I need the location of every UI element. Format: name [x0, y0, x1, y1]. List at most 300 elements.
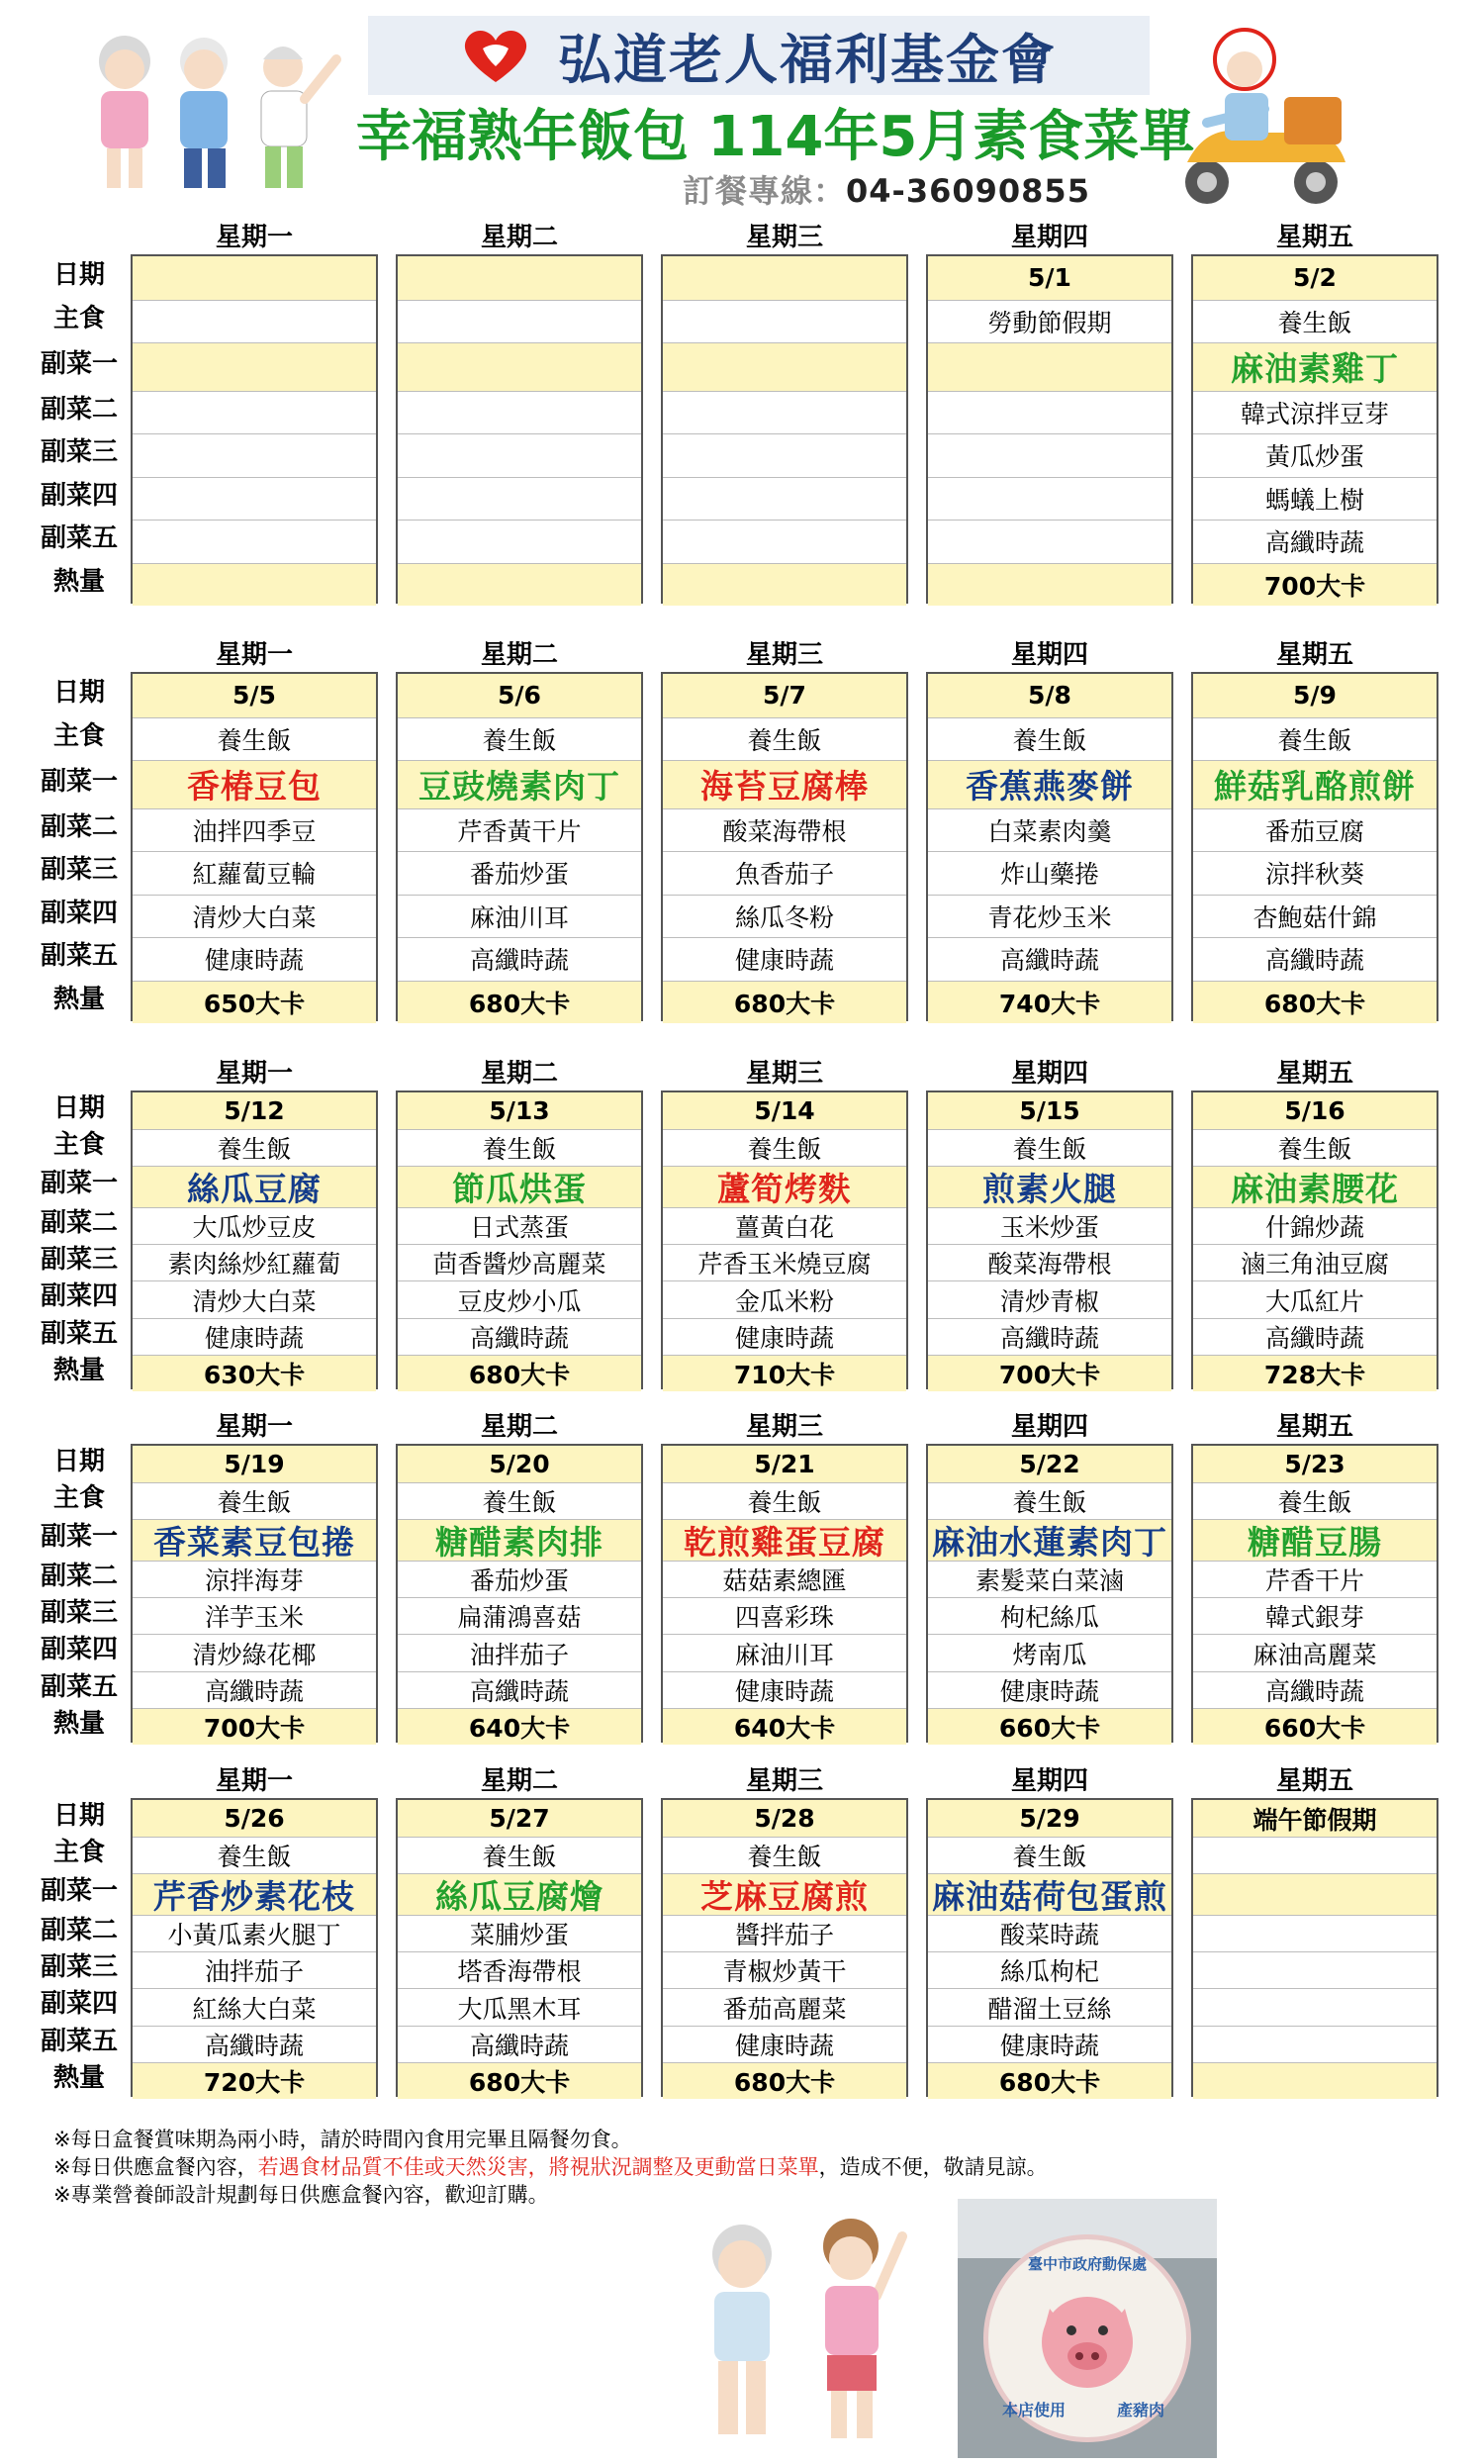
calorie-cell [133, 563, 376, 607]
dish-cell: 高纖時蔬 [398, 1318, 641, 1355]
date-cell: 5/28 [663, 1800, 906, 1837]
calorie-cell: 650大卡 [133, 981, 376, 1024]
featured-dish-cell [1193, 1873, 1437, 1915]
weekday-header: 星期一 [215, 1059, 293, 1089]
row-label: 日期 [52, 1801, 105, 1831]
date-cell [663, 256, 906, 300]
dish-cell: 高纖時蔬 [1193, 937, 1437, 981]
elderly-couple-illustration [683, 2207, 920, 2454]
featured-dish-cell [398, 342, 641, 391]
dish-cell [663, 300, 906, 343]
organization-name: 弘道老人福利基金會 [558, 28, 1057, 91]
heart-logo-icon [461, 27, 530, 84]
day-column [396, 254, 643, 604]
dish-cell: 涼拌海芽 [133, 1561, 376, 1597]
dish-cell: 洋芋玉米 [133, 1597, 376, 1634]
dish-cell [928, 477, 1171, 521]
date-cell: 5/27 [398, 1800, 641, 1837]
calorie-cell: 680大卡 [663, 2062, 906, 2099]
date-cell: 5/23 [1193, 1446, 1437, 1482]
dish-cell: 青花炒玉米 [928, 895, 1171, 938]
dish-cell: 養生飯 [133, 1837, 376, 1873]
dish-cell [1193, 2026, 1437, 2062]
note-3: ※專業營養師設計規劃每日供應盒餐內容，歡迎訂購。 [53, 2183, 549, 2207]
note-1: ※每日盒餐賞味期為兩小時，請於時間內食用完畢且隔餐勿食。 [53, 2128, 632, 2151]
row-label: 主食 [52, 303, 105, 333]
featured-dish-cell: 海苔豆腐棒 [663, 760, 906, 808]
day-column [926, 1090, 1173, 1389]
dish-cell [663, 520, 906, 563]
day-column [661, 1798, 908, 2097]
row-label: 日期 [52, 678, 105, 708]
dish-cell: 黃瓜炒蛋 [1193, 433, 1437, 477]
row-label: 副菜四 [40, 898, 118, 928]
weekday-header: 星期四 [1010, 640, 1088, 670]
dish-cell: 芹香黃干片 [398, 808, 641, 852]
hotline-number: 04-36090855 [846, 172, 1090, 210]
weekday-header: 星期三 [745, 640, 823, 670]
featured-dish-cell: 乾煎雞蛋豆腐 [663, 1519, 906, 1561]
day-column [661, 672, 908, 1021]
calorie-cell: 700大卡 [928, 1355, 1171, 1391]
dish-cell: 養生飯 [928, 1129, 1171, 1166]
dish-cell: 菇菇素總匯 [663, 1561, 906, 1597]
menu-title: 幸福熟年飯包 114年5月素食菜單 [356, 105, 1195, 169]
date-cell: 5/16 [1193, 1092, 1437, 1129]
dish-cell: 養生飯 [1193, 1482, 1437, 1519]
featured-dish-cell: 煎素火腿 [928, 1166, 1171, 1207]
dish-cell [663, 391, 906, 434]
featured-dish-cell: 糖醋豆腸 [1193, 1519, 1437, 1561]
day-column [131, 1444, 378, 1743]
dish-cell: 清炒大白菜 [133, 1280, 376, 1317]
dish-cell: 番茄豆腐 [1193, 808, 1437, 852]
dish-cell: 炸山藥捲 [928, 851, 1171, 895]
date-cell: 5/14 [663, 1092, 906, 1129]
dish-cell [398, 300, 641, 343]
dish-cell: 養生飯 [133, 1129, 376, 1166]
delivery-scooter-illustration [1167, 14, 1355, 212]
calorie-cell: 660大卡 [928, 1708, 1171, 1745]
dish-cell: 韓式涼拌豆芽 [1193, 391, 1437, 434]
dish-cell [928, 391, 1171, 434]
dish-cell: 絲瓜冬粉 [663, 895, 906, 938]
dish-cell [928, 433, 1171, 477]
weekday-header: 星期五 [1275, 1059, 1353, 1089]
row-label: 副菜三 [40, 1952, 118, 1983]
date-cell: 5/15 [928, 1092, 1171, 1129]
featured-dish-cell: 豆豉燒素肉丁 [398, 760, 641, 808]
date-cell: 5/6 [398, 674, 641, 717]
row-label: 熱量 [52, 1708, 105, 1739]
seal-line-2: 本店使用 [1002, 2401, 1067, 2419]
dish-cell: 養生飯 [133, 1482, 376, 1519]
featured-dish-cell: 麻油菇荷包蛋煎 [928, 1873, 1171, 1915]
row-label: 副菜一 [40, 349, 118, 379]
dish-cell: 清炒青椒 [928, 1280, 1171, 1317]
calorie-cell: 660大卡 [1193, 1708, 1437, 1745]
featured-dish-cell: 絲瓜豆腐燴 [398, 1873, 641, 1915]
weekday-header: 星期二 [480, 223, 558, 252]
foundation-logo-banner [368, 16, 1150, 95]
day-column [926, 1444, 1173, 1743]
dish-cell: 麻油川耳 [398, 895, 641, 938]
dish-cell: 油拌茄子 [398, 1634, 641, 1670]
row-label: 熱量 [52, 2062, 105, 2093]
row-label: 副菜五 [40, 1318, 118, 1349]
featured-dish-cell: 香椿豆包 [133, 760, 376, 808]
calorie-cell: 680大卡 [398, 1355, 641, 1391]
dish-cell: 醋溜土豆絲 [928, 1988, 1171, 2025]
date-cell: 5/1 [928, 256, 1171, 300]
calorie-cell: 680大卡 [663, 981, 906, 1024]
date-cell: 5/7 [663, 674, 906, 717]
row-label: 主食 [52, 1483, 105, 1514]
row-label: 副菜二 [40, 394, 118, 425]
weekday-header: 星期二 [480, 1059, 558, 1089]
weekday-header: 星期四 [1010, 1059, 1088, 1089]
featured-dish-cell: 絲瓜豆腐 [133, 1166, 376, 1207]
calorie-cell: 680大卡 [928, 2062, 1171, 2099]
weekday-header: 星期四 [1010, 1412, 1088, 1442]
day-column [131, 1090, 378, 1389]
note-2a: ※每日供應盒餐內容， [53, 2155, 258, 2179]
row-label: 日期 [52, 1447, 105, 1476]
dish-cell: 健康時蔬 [663, 2026, 906, 2062]
day-column [131, 672, 378, 1021]
featured-dish-cell [663, 342, 906, 391]
day-column [131, 254, 378, 604]
row-label: 副菜四 [40, 1281, 118, 1312]
row-label: 副菜二 [40, 1562, 118, 1592]
weekday-header: 星期五 [1275, 1412, 1353, 1442]
weekday-header: 星期四 [1010, 1766, 1088, 1796]
date-cell: 5/12 [133, 1092, 376, 1129]
calorie-cell [928, 563, 1171, 607]
dish-cell: 健康時蔬 [133, 1318, 376, 1355]
dish-cell [663, 477, 906, 521]
dish-cell: 高纖時蔬 [398, 937, 641, 981]
dish-cell: 菜脯炒蛋 [398, 1915, 641, 1951]
dish-cell [398, 391, 641, 434]
note-2-highlight: 若遇食材品質不佳或天然災害，將視狀況調整及更動當日菜單 [257, 2155, 819, 2179]
dish-cell: 高纖時蔬 [928, 1318, 1171, 1355]
dish-cell [398, 520, 641, 563]
dish-cell: 扁蒲鴻喜菇 [398, 1597, 641, 1634]
weekday-header: 星期三 [745, 223, 823, 252]
elderly-group-illustration [77, 20, 354, 198]
dish-cell: 養生飯 [928, 1837, 1171, 1873]
day-column [1191, 1090, 1438, 1389]
day-column [396, 1444, 643, 1743]
calorie-cell [1193, 2062, 1437, 2099]
calorie-cell: 700大卡 [1193, 563, 1437, 607]
dish-cell: 麻油高麗菜 [1193, 1634, 1437, 1670]
featured-dish-cell [928, 342, 1171, 391]
dish-cell: 健康時蔬 [663, 1671, 906, 1708]
dish-cell: 健康時蔬 [928, 1671, 1171, 1708]
row-label: 副菜一 [40, 1876, 118, 1907]
featured-dish-cell: 香菜素豆包捲 [133, 1519, 376, 1561]
dish-cell: 素髮菜白菜滷 [928, 1561, 1171, 1597]
row-label: 主食 [52, 1838, 105, 1868]
row-label: 熱量 [52, 1355, 105, 1385]
dish-cell [1193, 1951, 1437, 1988]
dish-cell: 大瓜黑木耳 [398, 1988, 641, 2025]
weekday-header: 星期二 [480, 640, 558, 670]
dish-cell: 塔香海帶根 [398, 1951, 641, 1988]
row-label: 副菜四 [40, 1989, 118, 2020]
dish-cell: 養生飯 [663, 1837, 906, 1873]
seal-line-3: 產豬肉 [1117, 2401, 1165, 2419]
note-2c: ，造成不便，敬請見諒。 [818, 2155, 1048, 2179]
weekday-header: 星期五 [1275, 640, 1353, 670]
dish-cell: 烤南瓜 [928, 1634, 1171, 1670]
dish-cell: 健康時蔬 [928, 2026, 1171, 2062]
date-cell: 5/8 [928, 674, 1171, 717]
date-cell [133, 256, 376, 300]
dish-cell: 白菜素肉羹 [928, 808, 1171, 852]
day-column [926, 672, 1173, 1021]
dish-cell: 豆皮炒小瓜 [398, 1280, 641, 1317]
day-column [661, 254, 908, 604]
dish-cell: 養生飯 [928, 717, 1171, 761]
day-column [1191, 672, 1438, 1021]
row-label: 副菜一 [40, 767, 118, 797]
weekday-header: 星期一 [215, 1766, 293, 1796]
calorie-cell: 728大卡 [1193, 1355, 1437, 1391]
calorie-cell: 700大卡 [133, 1708, 376, 1745]
weekday-header: 星期二 [480, 1766, 558, 1796]
dish-cell [1193, 1988, 1437, 2025]
row-label: 副菜五 [40, 1671, 118, 1702]
dish-cell: 高纖時蔬 [133, 2026, 376, 2062]
dish-cell: 高纖時蔬 [398, 1671, 641, 1708]
dish-cell: 小黃瓜素火腿丁 [133, 1915, 376, 1951]
dish-cell: 養生飯 [398, 1482, 641, 1519]
row-label: 熱量 [52, 566, 105, 597]
featured-dish-cell: 鮮菇乳酪煎餅 [1193, 760, 1437, 808]
dish-cell: 大瓜紅片 [1193, 1280, 1437, 1317]
dish-cell: 螞蟻上樹 [1193, 477, 1437, 521]
weekday-header: 星期三 [745, 1766, 823, 1796]
date-cell: 5/26 [133, 1800, 376, 1837]
dish-cell [398, 433, 641, 477]
weekday-header: 星期一 [215, 640, 293, 670]
row-label: 日期 [52, 1093, 105, 1123]
dish-cell: 醬拌茄子 [663, 1915, 906, 1951]
row-label: 副菜五 [40, 2026, 118, 2056]
day-column [661, 1090, 908, 1389]
dish-cell [133, 520, 376, 563]
day-column [396, 1090, 643, 1389]
dish-cell [398, 477, 641, 521]
dish-cell: 養生飯 [398, 717, 641, 761]
row-label: 副菜三 [40, 437, 118, 468]
dish-cell: 高纖時蔬 [928, 937, 1171, 981]
dish-cell: 金瓜米粉 [663, 1280, 906, 1317]
featured-dish-cell: 麻油水蓮素肉丁 [928, 1519, 1171, 1561]
dish-cell: 酸菜時蔬 [928, 1915, 1171, 1951]
dish-cell: 養生飯 [1193, 717, 1437, 761]
dish-cell: 高纖時蔬 [133, 1671, 376, 1708]
dish-cell: 清炒綠花椰 [133, 1634, 376, 1670]
row-label: 主食 [52, 1130, 105, 1161]
dish-cell: 番茄炒蛋 [398, 851, 641, 895]
hotline-label: 訂餐專線： [683, 172, 847, 210]
featured-dish-cell: 芝麻豆腐煎 [663, 1873, 906, 1915]
weekday-header: 星期三 [745, 1059, 823, 1089]
dish-cell [133, 433, 376, 477]
row-label: 主食 [52, 720, 105, 751]
date-cell: 5/2 [1193, 256, 1437, 300]
calorie-cell [398, 563, 641, 607]
calorie-cell: 680大卡 [398, 2062, 641, 2099]
featured-dish-cell: 麻油素腰花 [1193, 1166, 1437, 1207]
row-label: 副菜二 [40, 1916, 118, 1946]
day-column [1191, 254, 1438, 604]
dish-cell: 油拌四季豆 [133, 808, 376, 852]
dish-cell: 麻油川耳 [663, 1634, 906, 1670]
row-label: 副菜三 [40, 1598, 118, 1629]
dish-cell: 養生飯 [133, 717, 376, 761]
date-cell: 5/13 [398, 1092, 641, 1129]
dish-cell: 涼拌秋葵 [1193, 851, 1437, 895]
featured-dish-cell: 糖醋素肉排 [398, 1519, 641, 1561]
dish-cell: 日式蒸蛋 [398, 1207, 641, 1244]
order-hotline [683, 166, 1090, 212]
dish-cell: 養生飯 [663, 1482, 906, 1519]
row-label: 副菜四 [40, 480, 118, 511]
seal [983, 2234, 1191, 2442]
dish-cell: 養生飯 [663, 717, 906, 761]
date-cell [398, 256, 641, 300]
day-column [1191, 1444, 1438, 1743]
calorie-cell: 720大卡 [133, 2062, 376, 2099]
featured-dish-cell: 芹香炒素花枝 [133, 1873, 376, 1915]
dish-cell: 薑黃白花 [663, 1207, 906, 1244]
date-cell: 5/21 [663, 1446, 906, 1482]
dish-cell: 酸菜海帶根 [928, 1244, 1171, 1280]
row-label: 副菜四 [40, 1635, 118, 1665]
featured-dish-cell: 麻油素雞丁 [1193, 342, 1437, 391]
dish-cell: 養生飯 [1193, 1129, 1437, 1166]
weekday-header: 星期一 [215, 1412, 293, 1442]
weekday-header: 星期二 [480, 1412, 558, 1442]
dish-cell: 韓式銀芽 [1193, 1597, 1437, 1634]
dish-cell: 紅絲大白菜 [133, 1988, 376, 2025]
row-label: 日期 [52, 260, 105, 290]
dish-cell: 杏鮑菇什錦 [1193, 895, 1437, 938]
dish-cell: 什錦炒蔬 [1193, 1207, 1437, 1244]
note-2 [53, 2153, 1241, 2181]
day-column [926, 1798, 1173, 2097]
day-column [396, 1798, 643, 2097]
date-cell: 5/5 [133, 674, 376, 717]
dish-cell: 芹香玉米燒豆腐 [663, 1244, 906, 1280]
date-cell: 端午節假期 [1193, 1800, 1437, 1837]
seal-line-1: 臺中市政府動保處 [1027, 2255, 1147, 2273]
featured-dish-cell: 蘆筍烤麩 [663, 1166, 906, 1207]
dish-cell: 紅蘿蔔豆輪 [133, 851, 376, 895]
dish-cell: 青椒炒黃干 [663, 1951, 906, 1988]
day-column [396, 672, 643, 1021]
dish-cell: 茴香醬炒高麗菜 [398, 1244, 641, 1280]
dish-cell: 番茄高麗菜 [663, 1988, 906, 2025]
row-label: 副菜一 [40, 1169, 118, 1199]
dish-cell: 健康時蔬 [663, 1318, 906, 1355]
weekday-header: 星期四 [1010, 223, 1088, 252]
dish-cell: 養生飯 [1193, 300, 1437, 343]
dish-cell: 高纖時蔬 [398, 2026, 641, 2062]
date-cell: 5/19 [133, 1446, 376, 1482]
day-column [926, 254, 1173, 604]
weekday-header: 星期五 [1275, 1766, 1353, 1796]
dish-cell: 枸杞絲瓜 [928, 1597, 1171, 1634]
featured-dish-cell: 節瓜烘蛋 [398, 1166, 641, 1207]
dish-cell [1193, 1915, 1437, 1951]
dish-cell: 健康時蔬 [133, 937, 376, 981]
row-label: 副菜五 [40, 941, 118, 972]
certification-seal-photo [958, 2199, 1217, 2458]
date-cell: 5/20 [398, 1446, 641, 1482]
dish-cell [133, 477, 376, 521]
date-cell: 5/29 [928, 1800, 1171, 1837]
row-label: 副菜二 [40, 811, 118, 842]
dish-cell [663, 433, 906, 477]
row-label: 副菜三 [40, 1245, 118, 1276]
dish-cell: 養生飯 [663, 1129, 906, 1166]
date-cell: 5/22 [928, 1446, 1171, 1482]
calorie-cell: 640大卡 [398, 1708, 641, 1745]
dish-cell: 油拌茄子 [133, 1951, 376, 1988]
dish-cell: 絲瓜枸杞 [928, 1951, 1171, 1988]
calorie-cell: 640大卡 [663, 1708, 906, 1745]
dish-cell: 養生飯 [398, 1837, 641, 1873]
header [0, 0, 1484, 218]
dish-cell: 大瓜炒豆皮 [133, 1207, 376, 1244]
dish-cell: 酸菜海帶根 [663, 808, 906, 852]
dish-cell: 四喜彩珠 [663, 1597, 906, 1634]
row-label: 副菜二 [40, 1208, 118, 1239]
dish-cell [133, 300, 376, 343]
dish-cell: 素肉絲炒紅蘿蔔 [133, 1244, 376, 1280]
dish-cell: 高纖時蔬 [1193, 1671, 1437, 1708]
calorie-cell: 710大卡 [663, 1355, 906, 1391]
calorie-cell: 680大卡 [1193, 981, 1437, 1024]
dish-cell: 高纖時蔬 [1193, 1318, 1437, 1355]
calorie-cell: 740大卡 [928, 981, 1171, 1024]
row-label: 副菜一 [40, 1522, 118, 1553]
dish-cell: 魚香茄子 [663, 851, 906, 895]
row-label: 副菜三 [40, 855, 118, 886]
dish-cell: 養生飯 [398, 1129, 641, 1166]
dish-cell: 勞動節假期 [928, 300, 1171, 343]
row-label: 熱量 [52, 984, 105, 1014]
weekday-header: 星期五 [1275, 223, 1353, 252]
day-column [131, 1798, 378, 2097]
calorie-cell: 680大卡 [398, 981, 641, 1024]
dish-cell [928, 520, 1171, 563]
dish-cell: 玉米炒蛋 [928, 1207, 1171, 1244]
dish-cell: 健康時蔬 [663, 937, 906, 981]
row-label: 副菜五 [40, 523, 118, 554]
dish-cell: 養生飯 [928, 1482, 1171, 1519]
dish-cell: 高纖時蔬 [1193, 520, 1437, 563]
dish-cell [133, 391, 376, 434]
dish-cell: 滷三角油豆腐 [1193, 1244, 1437, 1280]
weekday-header: 星期三 [745, 1412, 823, 1442]
